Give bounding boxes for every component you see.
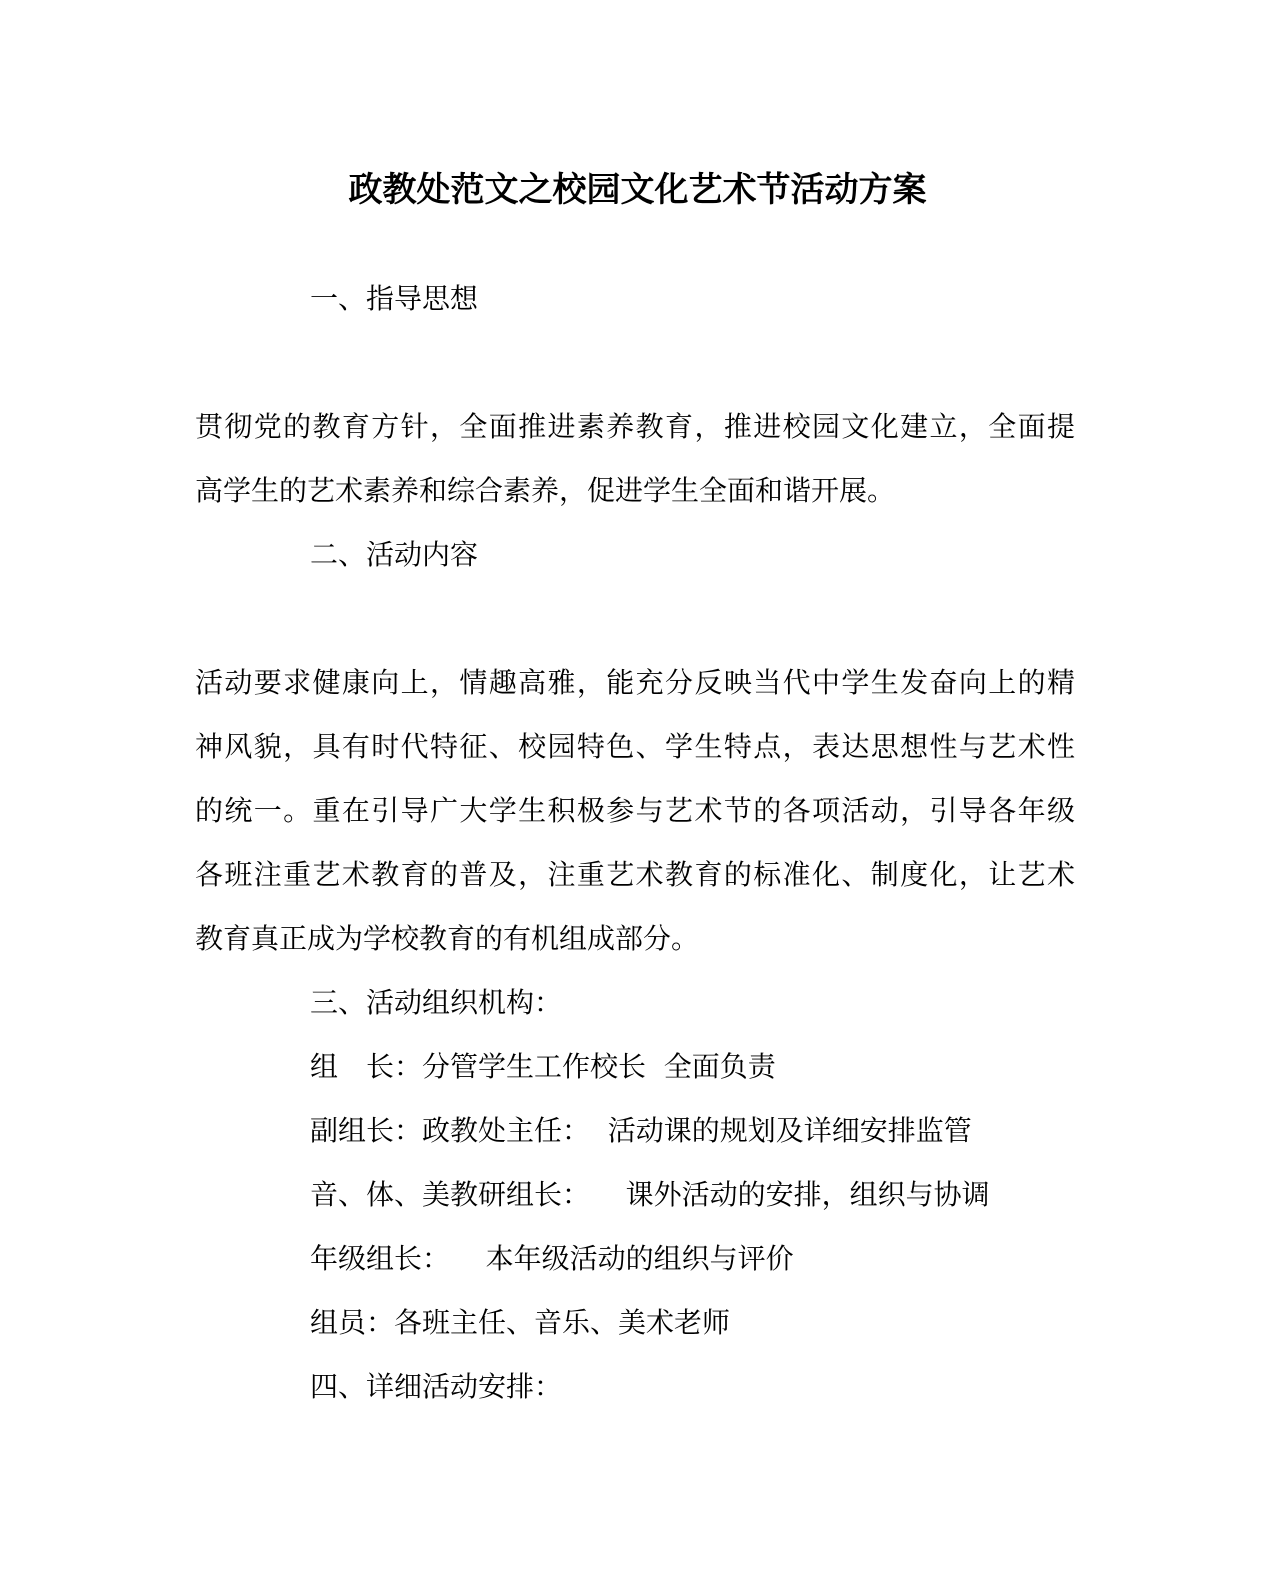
section-heading-guiding-thought: 一、指导思想 [310, 282, 479, 315]
org-line-members: 组员：各班主任、音乐、美术老师 [310, 1306, 731, 1339]
paragraph-line: 活动要求健康向上，情趣高雅，能充分反映当代中学生发奋向上的精 [195, 666, 1075, 699]
document-title: 政教处范文之校园文化艺术节活动方案 [348, 170, 927, 210]
org-line-deputy-leader: 副组长：政教处主任： 活动课的规划及详细安排监管 [310, 1114, 972, 1147]
section-heading-activity-arrangement: 四、详细活动安排： [310, 1370, 563, 1403]
org-line-research-leaders: 音、体、美教研组长： 课外活动的安排，组织与协调 [310, 1178, 990, 1211]
paragraph-line: 各班注重艺术教育的普及，注重艺术教育的标准化、制度化，让艺术 [195, 858, 1075, 891]
paragraph-line: 神风貌，具有时代特征、校园特色、学生特点，表达思想性与艺术性 [195, 730, 1075, 763]
paragraph-line: 教育真正成为学校教育的有机组成部分。 [195, 922, 700, 955]
paragraph-line: 的统一。重在引导广大学生积极参与艺术节的各项活动，引导各年级 [195, 794, 1075, 827]
paragraph-line: 贯彻党的教育方针，全面推进素养教育，推进校园文化建立，全面提 [195, 410, 1075, 443]
paragraph-line: 高学生的艺术素养和综合素养，促进学生全面和谐开展。 [195, 474, 896, 507]
section-heading-organization: 三、活动组织机构： [310, 986, 563, 1019]
section-heading-activity-content: 二、活动内容 [310, 538, 479, 571]
org-line-leader: 组 长：分管学生工作校长 全面负责 [310, 1050, 776, 1083]
org-line-grade-leaders: 年级组长： 本年级活动的组织与评价 [310, 1242, 794, 1275]
